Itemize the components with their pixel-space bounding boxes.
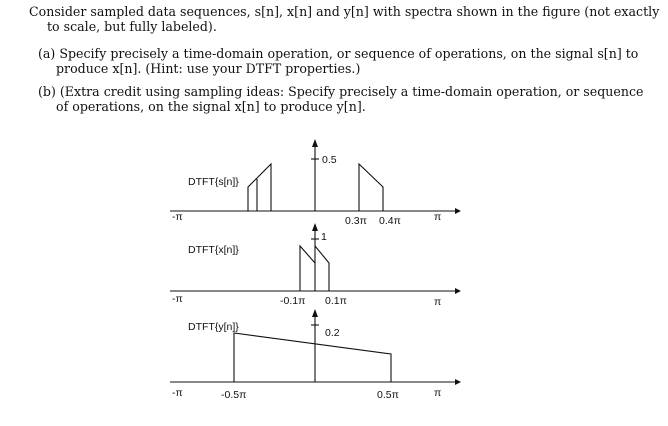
panel-s-left-end-label: -π — [172, 211, 183, 223]
panel-s-axis-arrowhead — [455, 208, 461, 214]
question-a-line-2: produce x[n]. (Hint: use your DTFT properties.) — [56, 61, 361, 76]
panel-y-right-end-label: π — [434, 387, 442, 399]
panel-x-band-left — [300, 246, 315, 291]
panel-x-amplitude-arrowhead — [312, 223, 318, 231]
panel-y-amplitude-label: 0.2 — [325, 327, 340, 339]
panel-s-amplitude-label: 0.5 — [322, 154, 337, 166]
panel-s-band-start-label: 0.3π — [345, 215, 367, 227]
panel-y-left-end-label: -π — [172, 387, 183, 399]
intro-line-1: Consider sampled data sequences, s[n], x[n] and y[n] with spectra shown in the figure (not exactly — [29, 4, 660, 19]
panel-x-left-end-label: -π — [172, 293, 183, 305]
panel-x-band-end-label: 0.1π — [325, 295, 347, 307]
panel-s-left-band — [248, 164, 271, 211]
panel-x-band-start-label: -0.1π — [280, 295, 306, 307]
panel-y-title: DTFT{y[n]} — [188, 321, 239, 333]
question-b-line-2: of operations, on the signal x[n] to produce y[n]. — [56, 99, 366, 114]
panel-x-right-end-label: π — [434, 296, 442, 308]
panel-x-title: DTFT{x[n]} — [188, 244, 239, 256]
panel-x-amplitude-label: 1 — [321, 231, 327, 243]
panel-x-axis-arrowhead — [455, 288, 461, 294]
panel-s-right-band — [359, 164, 383, 211]
intro-line-2: to scale, but fully labeled). — [47, 19, 217, 34]
panel-y-axis-arrowhead — [455, 379, 461, 385]
panel-s-title: DTFT{s[n]} — [188, 176, 239, 188]
panel-s-band-end-label: 0.4π — [379, 215, 401, 227]
panel-y-amplitude-arrowhead — [312, 309, 318, 317]
panel-s-right-end-label: π — [434, 211, 442, 223]
question-b-line-1: (b) (Extra credit using sampling ideas: Specify precisely a time-domain operation, or sequence — [38, 84, 644, 99]
question-a-line-1: (a) Specify precisely a time-domain operation, or sequence of operations, on the signal s[n] to — [38, 46, 639, 61]
panel-y-band — [234, 333, 391, 382]
panel-x-band-right — [315, 246, 329, 291]
panel-y-band-start-label: -0.5π — [221, 389, 247, 401]
panel-y-band-end-label: 0.5π — [377, 389, 399, 401]
panel-s-amplitude-arrowhead — [312, 139, 318, 147]
